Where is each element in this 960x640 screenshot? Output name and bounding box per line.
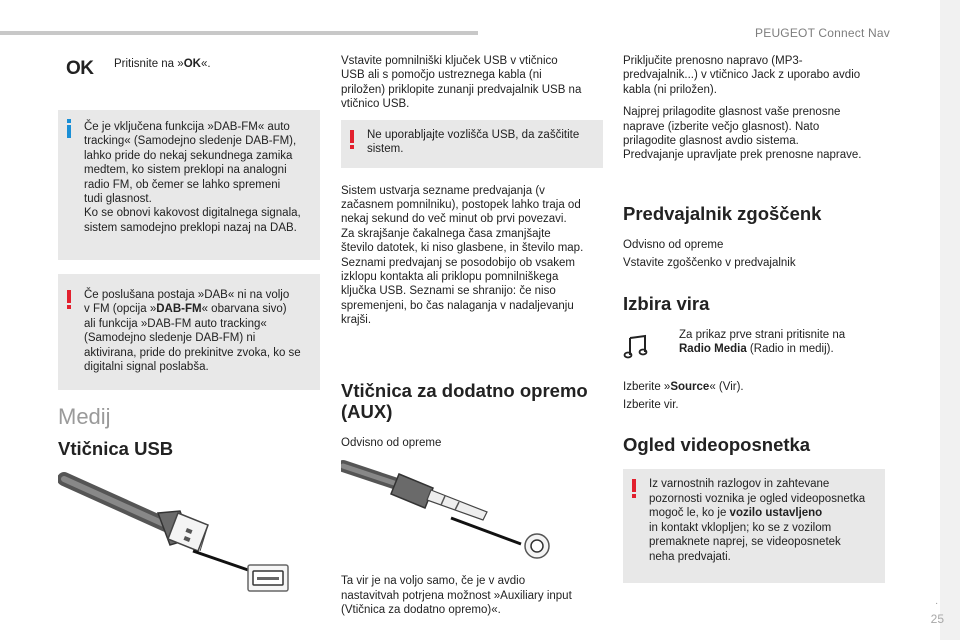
heading-video: Ogled videoposnetka <box>623 434 811 456</box>
warning-note-dab <box>58 274 320 390</box>
info-note-dab-fm <box>58 110 320 260</box>
column-2 <box>341 48 603 617</box>
usb-plug-illustration <box>58 467 298 597</box>
aux-availability-text: Ta vir je na voljo samo, če je v avdio nastavitvah potrjena možnost »Auxiliary input (Vtičnica za dodatno opremo)«. <box>341 575 572 616</box>
warning-note-text: Če poslušana postaja »DAB« ni na voljo v FM (opcija »DAB-FM« obarvana sivo) ali funkcija »DAB-FM auto tracking« (Samodejno sledenje DAB-FM) ni aktivirana, pride do prekinitve zvoka, ko se digitalni signal poslabša. <box>84 289 301 374</box>
heading-usb: Vtičnica USB <box>58 438 174 460</box>
page-number: 25 <box>930 612 944 626</box>
warning-note-text: Iz varnostnih razlogov in zahtevane pozornosti voznika je ogled videoposnetka mogoč le, ko je vozilo ustavljeno in kontakt vklopljen; ko se z vozilom premaknete naprej, se videoposnetek neha predvajati. <box>649 478 866 563</box>
ok-button-icon: OK <box>66 58 94 79</box>
playlist-text: Sistem ustvarja sezname predvajanja (v začasnem pomnilniku), postopek lahko traja od nekaj sekund do več minut ob prvi povezavi. Za skrajšanje čakalnega časa zmanjšajte število datotek, ki niso glasbene, in število map. Seznami predvajanj se posodobijo ob vsakem izklopu kontakta ali priklopu pomnilniškega ključka USB. Seznami se shranijo: če niso spremenjeni, bo čas nalaganja v nadaljevanju krajši. <box>341 184 584 327</box>
jack-plug-illustration <box>341 458 581 564</box>
heading-cd-player: Predvajalnik zgoščenk <box>623 202 822 224</box>
jack-connect-text: Priključite prenosno napravo (MP3- predvajalnik...) v vtičnico Jack z uporabo avdio kabla (ni priložen). <box>623 55 861 96</box>
select-source-step: Izberite vir. <box>623 399 679 412</box>
heading-source-select: Izbira vira <box>623 292 710 314</box>
section-title-media: Medij <box>58 404 111 429</box>
select-source-text: Izberite »Source« (Vir). <box>623 380 744 393</box>
page-sidebar <box>940 0 960 640</box>
music-note-icon <box>623 334 649 360</box>
page-dot: . <box>935 596 938 607</box>
ok-instruction <box>58 52 320 92</box>
radio-media-instruction: Za prikaz prve strani pritisnite na Radio Media (Radio in medij). <box>623 328 885 374</box>
column-3 <box>623 48 885 583</box>
column-1 <box>58 48 320 597</box>
cd-depends-text: Odvisno od opreme <box>623 238 724 251</box>
aux-depends-text: Odvisno od opreme <box>341 436 442 449</box>
header-title: PEUGEOT Connect Nav <box>755 26 890 40</box>
warning-note-text: Ne uporabljajte vozlišča USB, da zaščitite <box>367 128 580 141</box>
header-bar <box>0 31 478 35</box>
warning-note-usb-hub: Ne uporabljajte vozlišča USB, da zaščitite sistem. <box>341 120 603 168</box>
ok-instruction-text: Pritisnite na »OK«. <box>114 58 211 70</box>
info-note-text: Če je vključena funkcija »DAB-FM« auto tracking« (Samodejno sledenje DAB-FM), lahko pride do nekaj sekundnega zamika medtem, ko sistem preklopi na analogni radio FM, ob čemer se lahko spremeni tudi glasnost. Ko se obnovi kakovost digitalnega signala, sistem samodejno preklopi nazaj na DAB. <box>84 121 301 234</box>
info-icon <box>67 119 71 137</box>
heading-aux: Vtičnica za dodatno opremo (AUX) <box>341 379 588 422</box>
usb-insert-text: Vstavite pomnilniški ključek USB v vtičnico USB ali s pomočjo ustreznega kabla (ni priložen) priklopite zunanji predvajalnik USB na vtičnico USB. <box>341 55 582 111</box>
cd-insert-text: Vstavite zgoščenko v predvajalnik <box>623 257 796 270</box>
warning-note-video <box>623 469 885 583</box>
volume-adjust-text: Najprej prilagodite glasnost vaše prenosne naprave (izberite večjo glasnost). Nato prilagodite glasnost avdio sistema. Predvajanje upravljate prek prenosne naprave. <box>623 106 862 162</box>
